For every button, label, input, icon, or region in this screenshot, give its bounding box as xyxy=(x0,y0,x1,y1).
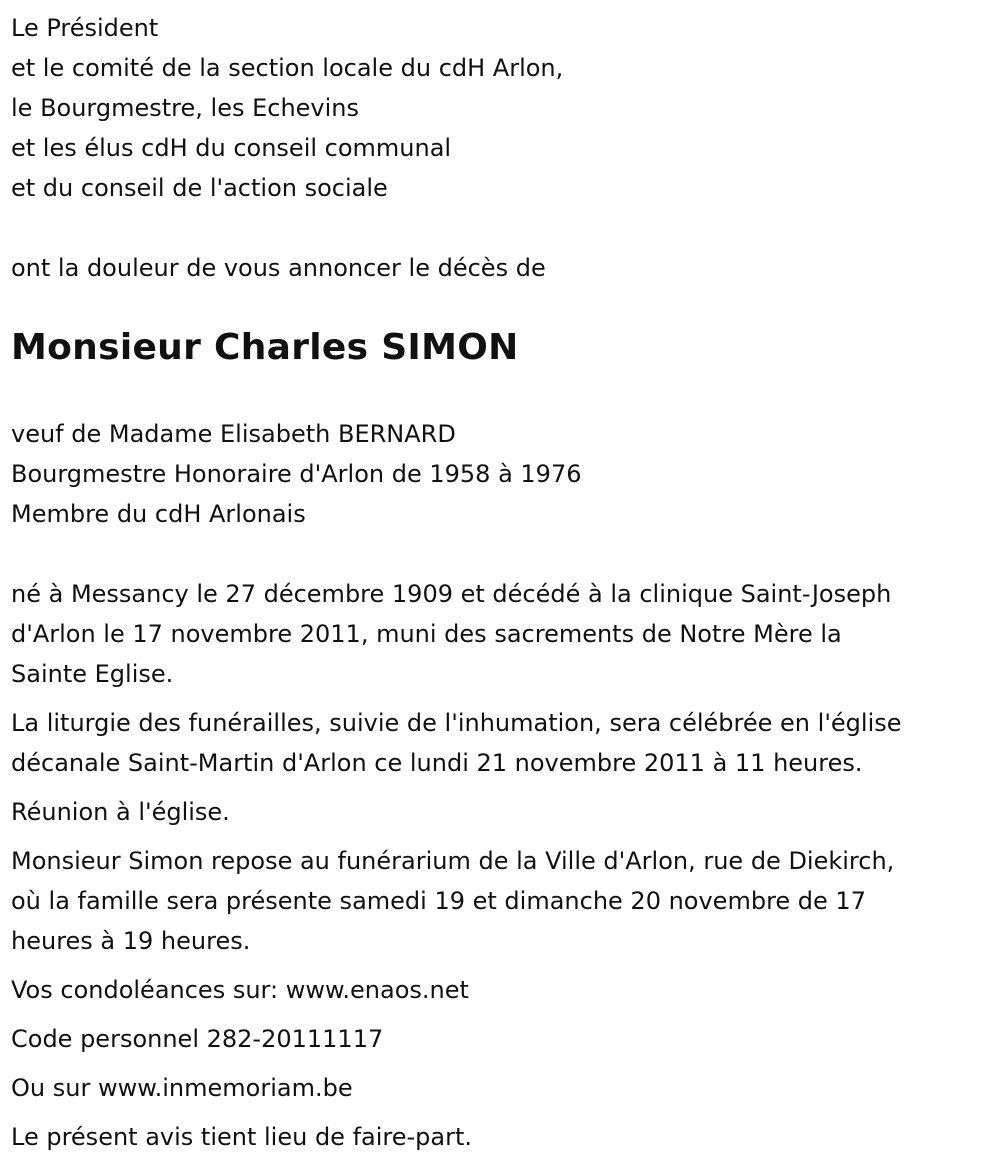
paragraph-line: Ou sur www.inmemoriam.be xyxy=(11,1074,353,1102)
funeral-paragraph xyxy=(11,703,996,783)
detail-line: Bourgmestre Honoraire d'Arlon de 1958 à 1976 xyxy=(11,460,582,488)
personal-code-paragraph xyxy=(11,1019,996,1059)
paragraph-line: Monsieur Simon repose au funérarium de la Ville d'Arlon, rue de Diekirch, xyxy=(11,847,895,875)
funerarium-paragraph xyxy=(11,841,996,961)
paragraph-line: Vos condoléances sur: www.enaos.net xyxy=(11,976,469,1004)
announcement-text: ont la douleur de vous annoncer le décès de xyxy=(11,254,546,282)
obituary-notice xyxy=(11,8,996,1157)
inmemoriam-paragraph xyxy=(11,1068,996,1108)
header-line: et le comité de la section locale du cdH Arlon, xyxy=(11,54,564,82)
header-line: le Bourgmestre, les Echevins xyxy=(11,94,360,122)
birth-death-paragraph xyxy=(11,574,996,694)
paragraph-line: où la famille sera présente samedi 19 et dimanche 20 novembre de 17 xyxy=(11,887,866,915)
paragraph-line: Le présent avis tient lieu de faire-part. xyxy=(11,1123,473,1151)
notice-disclaimer-paragraph xyxy=(11,1117,996,1157)
paragraph-line: né à Messancy le 27 décembre 1909 et décédé à la clinique Saint-Joseph xyxy=(11,580,892,608)
paragraph-line: La liturgie des funérailles, suivie de l'inhumation, sera célébrée en l'église xyxy=(11,709,902,737)
deceased-details xyxy=(11,414,996,534)
detail-line: Membre du cdH Arlonais xyxy=(11,500,306,528)
paragraph-line: Réunion à l'église. xyxy=(11,798,230,826)
condolences-paragraph xyxy=(11,970,996,1010)
meeting-paragraph xyxy=(11,792,996,832)
paragraph-line: heures à 19 heures. xyxy=(11,927,251,955)
header-line: et les élus cdH du conseil communal xyxy=(11,134,452,162)
detail-line: veuf de Madame Elisabeth BERNARD xyxy=(11,420,456,448)
deceased-name: Monsieur Charles SIMON xyxy=(11,327,519,368)
header-line: et du conseil de l'action sociale xyxy=(11,174,388,202)
paragraph-line: Sainte Eglise. xyxy=(11,660,174,688)
header-line: Le Président xyxy=(11,14,159,42)
paragraph-line: d'Arlon le 17 novembre 2011, muni des sacrements de Notre Mère la xyxy=(11,620,842,648)
paragraph-line: Code personnel 282-20111117 xyxy=(11,1025,384,1053)
notice-body xyxy=(11,574,996,1157)
paragraph-line: décanale Saint-Martin d'Arlon ce lundi 21 novembre 2011 à 11 heures. xyxy=(11,749,863,777)
header-block xyxy=(11,8,996,208)
